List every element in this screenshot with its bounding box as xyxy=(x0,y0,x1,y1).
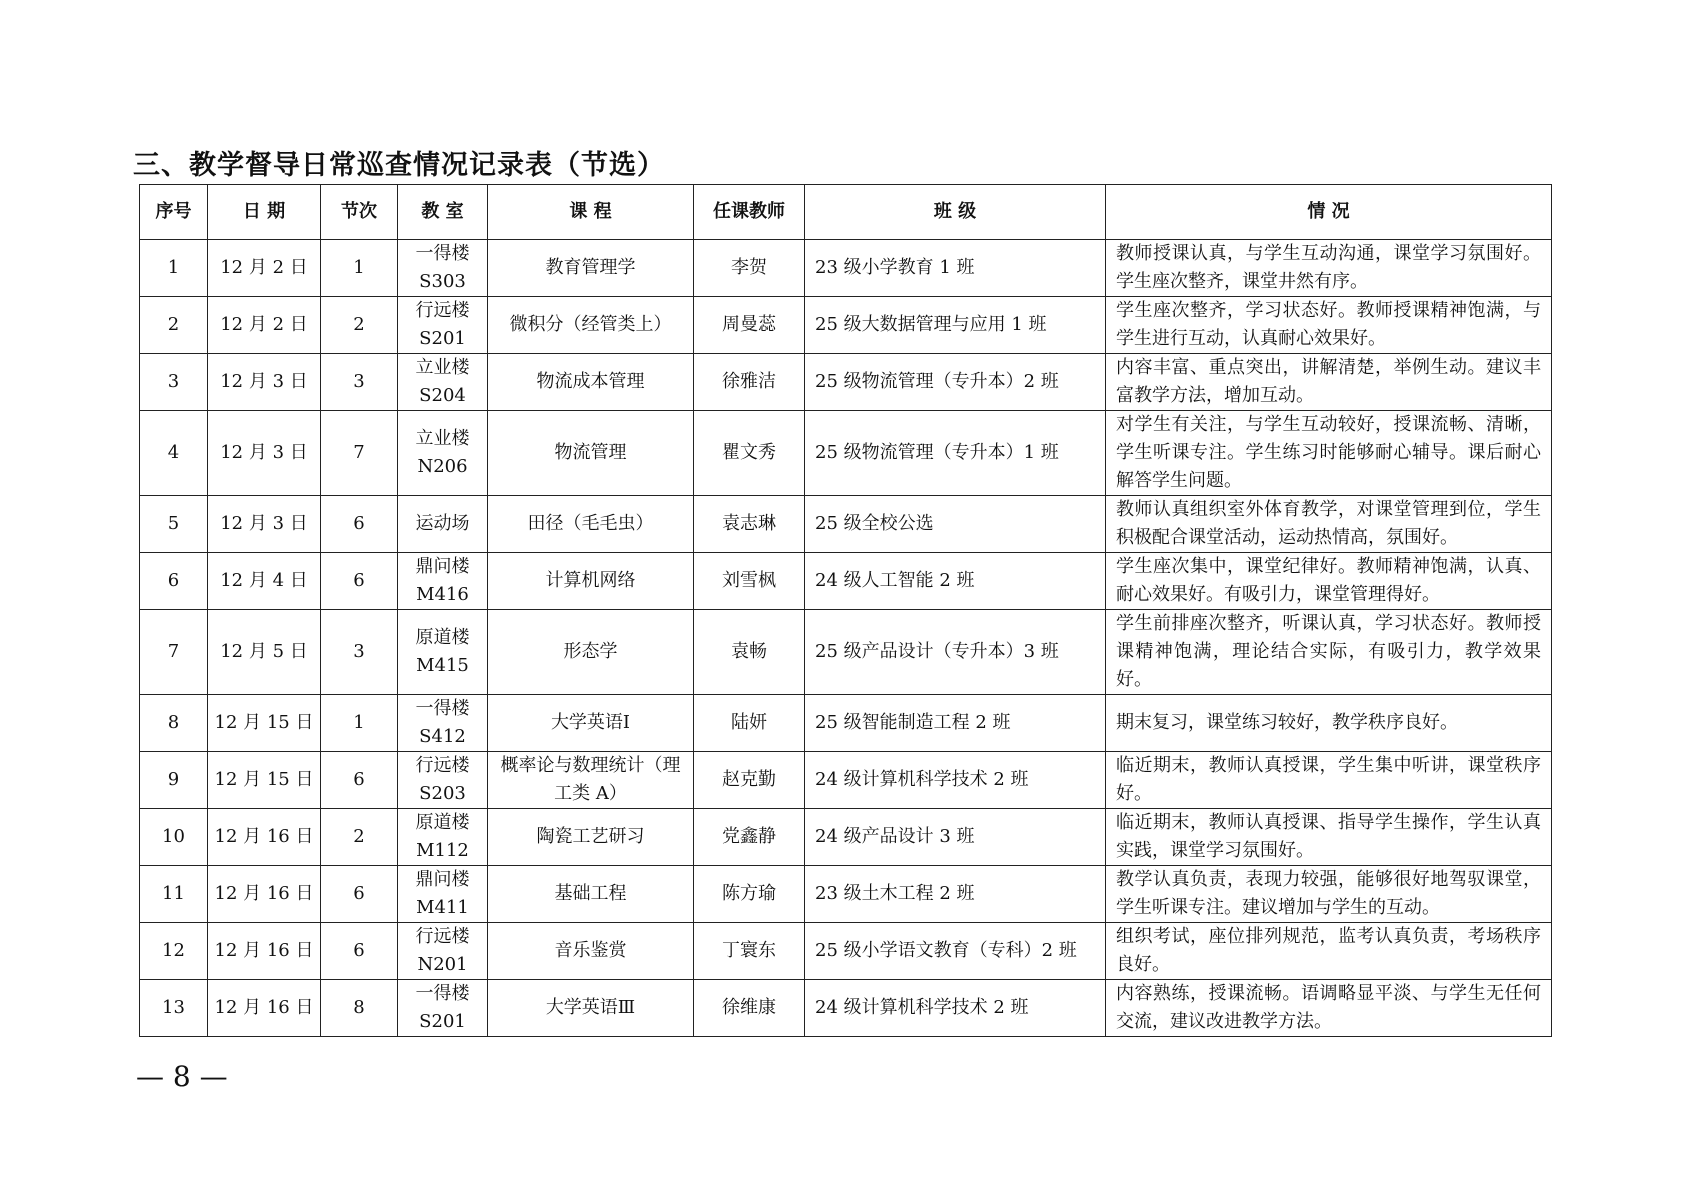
cell-teacher: 周曼蕊 xyxy=(694,297,805,354)
cell-no: 13 xyxy=(140,980,208,1037)
cell-room-number: M411 xyxy=(416,897,469,918)
table-row xyxy=(140,923,1552,980)
cell-room-number: M416 xyxy=(416,584,469,605)
cell-remark: 教师认真组织室外体育教学，对课堂管理到位，学生积极配合课堂活动，运动热情高，氛围好。 xyxy=(1106,496,1552,553)
cell-class: 24 级计算机科学技术 2 班 xyxy=(805,752,1106,809)
cell-teacher: 陈方瑜 xyxy=(694,866,805,923)
cell-remark: 对学生有关注，与学生互动较好，授课流畅、清晰，学生听课专注。学生练习时能够耐心辅导。课后耐心解答学生问题。 xyxy=(1106,411,1552,496)
header-date: 日 期 xyxy=(208,185,321,240)
cell-course: 微积分（经管类上） xyxy=(488,297,694,354)
cell-period: 7 xyxy=(321,411,398,496)
cell-period: 6 xyxy=(321,923,398,980)
cell-course: 计算机网络 xyxy=(488,553,694,610)
cell-remark: 内容熟练，授课流畅。语调略显平淡、与学生无任何交流，建议改进教学方法。 xyxy=(1106,980,1552,1037)
cell-no: 4 xyxy=(140,411,208,496)
cell-course: 大学英语Ⅰ xyxy=(488,695,694,752)
cell-course: 物流成本管理 xyxy=(488,354,694,411)
cell-no: 12 xyxy=(140,923,208,980)
cell-date: 12 月 15 日 xyxy=(208,752,321,809)
cell-class: 25 级物流管理（专升本）2 班 xyxy=(805,354,1106,411)
table-row xyxy=(140,866,1552,923)
cell-remark: 学生座次集中，课堂纪律好。教师精神饱满，认真、耐心效果好。有吸引力，课堂管理得好。 xyxy=(1106,553,1552,610)
cell-room xyxy=(398,610,488,695)
header-teacher: 任课教师 xyxy=(694,185,805,240)
cell-building: 一得楼 xyxy=(415,983,470,1004)
cell-date: 12 月 3 日 xyxy=(208,496,321,553)
cell-course: 基础工程 xyxy=(488,866,694,923)
cell-room xyxy=(398,354,488,411)
cell-teacher: 党鑫静 xyxy=(694,809,805,866)
cell-building: 行远楼 xyxy=(415,300,470,321)
table-row xyxy=(140,610,1552,695)
cell-date: 12 月 3 日 xyxy=(208,411,321,496)
cell-building: 一得楼 xyxy=(415,243,470,264)
cell-room-number: M415 xyxy=(416,655,469,676)
cell-teacher: 赵克勤 xyxy=(694,752,805,809)
cell-room-number: S203 xyxy=(419,783,466,804)
cell-remark: 内容丰富、重点突出，讲解清楚，举例生动。建议丰富教学方法，增加互动。 xyxy=(1106,354,1552,411)
cell-room-number: N206 xyxy=(417,456,468,477)
cell-remark: 临近期末，教师认真授课、指导学生操作，学生认真实践，课堂学习氛围好。 xyxy=(1106,809,1552,866)
cell-building: 鼎问楼 xyxy=(415,869,470,890)
cell-no: 1 xyxy=(140,240,208,297)
cell-teacher: 徐维康 xyxy=(694,980,805,1037)
cell-course: 教育管理学 xyxy=(488,240,694,297)
cell-no: 2 xyxy=(140,297,208,354)
cell-building: 原道楼 xyxy=(415,812,470,833)
header-class: 班 级 xyxy=(805,185,1106,240)
cell-class: 25 级智能制造工程 2 班 xyxy=(805,695,1106,752)
cell-room xyxy=(398,752,488,809)
cell-building: 鼎问楼 xyxy=(415,556,470,577)
table-row xyxy=(140,411,1552,496)
cell-date: 12 月 16 日 xyxy=(208,809,321,866)
cell-remark: 教师授课认真，与学生互动沟通，课堂学习氛围好。学生座次整齐，课堂井然有序。 xyxy=(1106,240,1552,297)
cell-date: 12 月 16 日 xyxy=(208,980,321,1037)
cell-period: 6 xyxy=(321,553,398,610)
cell-room-number: S201 xyxy=(419,328,466,349)
cell-room-number: S201 xyxy=(419,1011,466,1032)
cell-date: 12 月 3 日 xyxy=(208,354,321,411)
table-row xyxy=(140,354,1552,411)
cell-no: 6 xyxy=(140,553,208,610)
cell-period: 1 xyxy=(321,240,398,297)
cell-room xyxy=(398,553,488,610)
cell-course: 陶瓷工艺研习 xyxy=(488,809,694,866)
cell-room-number: S303 xyxy=(419,271,466,292)
cell-room xyxy=(398,240,488,297)
cell-room xyxy=(398,411,488,496)
cell-teacher: 袁志琳 xyxy=(694,496,805,553)
cell-course: 大学英语Ⅲ xyxy=(488,980,694,1037)
cell-building: 原道楼 xyxy=(415,627,470,648)
cell-period: 2 xyxy=(321,809,398,866)
cell-room xyxy=(398,809,488,866)
cell-building: 行远楼 xyxy=(415,926,470,947)
cell-room-number: S412 xyxy=(419,726,466,747)
cell-building: 立业楼 xyxy=(415,357,470,378)
cell-no: 7 xyxy=(140,610,208,695)
page-number: — 8 — xyxy=(136,1060,228,1093)
cell-period: 1 xyxy=(321,695,398,752)
cell-course: 物流管理 xyxy=(488,411,694,496)
table-row xyxy=(140,297,1552,354)
cell-class: 25 级小学语文教育（专科）2 班 xyxy=(805,923,1106,980)
cell-no: 8 xyxy=(140,695,208,752)
cell-no: 11 xyxy=(140,866,208,923)
cell-class: 25 级全校公选 xyxy=(805,496,1106,553)
cell-room xyxy=(398,496,488,553)
table-row xyxy=(140,980,1552,1037)
cell-period: 6 xyxy=(321,752,398,809)
cell-no: 9 xyxy=(140,752,208,809)
cell-building: 运动场 xyxy=(415,513,470,534)
cell-remark: 教学认真负责，表现力较强，能够很好地驾驭课堂，学生听课专注。建议增加与学生的互动。 xyxy=(1106,866,1552,923)
cell-room-number: S204 xyxy=(419,385,466,406)
cell-class: 25 级产品设计（专升本）3 班 xyxy=(805,610,1106,695)
cell-class: 23 级土木工程 2 班 xyxy=(805,866,1106,923)
cell-date: 12 月 4 日 xyxy=(208,553,321,610)
cell-building: 行远楼 xyxy=(415,755,470,776)
table-row xyxy=(140,553,1552,610)
cell-class: 25 级物流管理（专升本）1 班 xyxy=(805,411,1106,496)
document-title: 三、教学督导日常巡查情况记录表（节选） xyxy=(133,150,665,181)
cell-room-number: N201 xyxy=(417,954,468,975)
cell-room-number: M112 xyxy=(416,840,469,861)
table-row xyxy=(140,240,1552,297)
cell-remark: 临近期末，教师认真授课，学生集中听讲，课堂秩序好。 xyxy=(1106,752,1552,809)
table-row xyxy=(140,496,1552,553)
cell-period: 6 xyxy=(321,866,398,923)
cell-no: 3 xyxy=(140,354,208,411)
cell-room xyxy=(398,695,488,752)
table-row xyxy=(140,752,1552,809)
cell-teacher: 李贺 xyxy=(694,240,805,297)
cell-teacher: 徐雅洁 xyxy=(694,354,805,411)
header-no: 序号 xyxy=(140,185,208,240)
header-period: 节次 xyxy=(321,185,398,240)
cell-course: 音乐鉴赏 xyxy=(488,923,694,980)
cell-room xyxy=(398,297,488,354)
cell-teacher: 刘雪枫 xyxy=(694,553,805,610)
cell-remark: 学生座次整齐，学习状态好。教师授课精神饱满，与学生进行互动，认真耐心效果好。 xyxy=(1106,297,1552,354)
cell-room xyxy=(398,866,488,923)
cell-period: 6 xyxy=(321,496,398,553)
cell-class: 23 级小学教育 1 班 xyxy=(805,240,1106,297)
header-room: 教 室 xyxy=(398,185,488,240)
cell-class: 25 级大数据管理与应用 1 班 xyxy=(805,297,1106,354)
cell-room xyxy=(398,980,488,1037)
inspection-record-table xyxy=(139,184,1552,1037)
cell-period: 3 xyxy=(321,354,398,411)
table-row xyxy=(140,809,1552,866)
table-header-row xyxy=(140,185,1552,240)
cell-class: 24 级产品设计 3 班 xyxy=(805,809,1106,866)
cell-date: 12 月 16 日 xyxy=(208,923,321,980)
cell-remark: 组织考试，座位排列规范，监考认真负责，考场秩序良好。 xyxy=(1106,923,1552,980)
cell-room xyxy=(398,923,488,980)
cell-building: 立业楼 xyxy=(415,428,470,449)
cell-class: 24 级计算机科学技术 2 班 xyxy=(805,980,1106,1037)
cell-remark: 期末复习，课堂练习较好，教学秩序良好。 xyxy=(1106,695,1552,752)
cell-teacher: 丁寰东 xyxy=(694,923,805,980)
cell-period: 2 xyxy=(321,297,398,354)
cell-teacher: 瞿文秀 xyxy=(694,411,805,496)
cell-building: 一得楼 xyxy=(415,698,470,719)
cell-class: 24 级人工智能 2 班 xyxy=(805,553,1106,610)
cell-teacher: 袁畅 xyxy=(694,610,805,695)
cell-no: 10 xyxy=(140,809,208,866)
cell-no: 5 xyxy=(140,496,208,553)
cell-date: 12 月 2 日 xyxy=(208,297,321,354)
cell-date: 12 月 5 日 xyxy=(208,610,321,695)
cell-date: 12 月 15 日 xyxy=(208,695,321,752)
cell-remark: 学生前排座次整齐，听课认真，学习状态好。教师授课精神饱满，理论结合实际，有吸引力，教学效果好。 xyxy=(1106,610,1552,695)
table-row xyxy=(140,695,1552,752)
cell-date: 12 月 2 日 xyxy=(208,240,321,297)
cell-period: 8 xyxy=(321,980,398,1037)
cell-course: 形态学 xyxy=(488,610,694,695)
cell-teacher: 陆妍 xyxy=(694,695,805,752)
cell-course: 田径（毛毛虫） xyxy=(488,496,694,553)
header-remark: 情 况 xyxy=(1106,185,1552,240)
header-course: 课 程 xyxy=(488,185,694,240)
cell-date: 12 月 16 日 xyxy=(208,866,321,923)
cell-period: 3 xyxy=(321,610,398,695)
cell-course: 概率论与数理统计（理工类 A） xyxy=(488,752,694,809)
